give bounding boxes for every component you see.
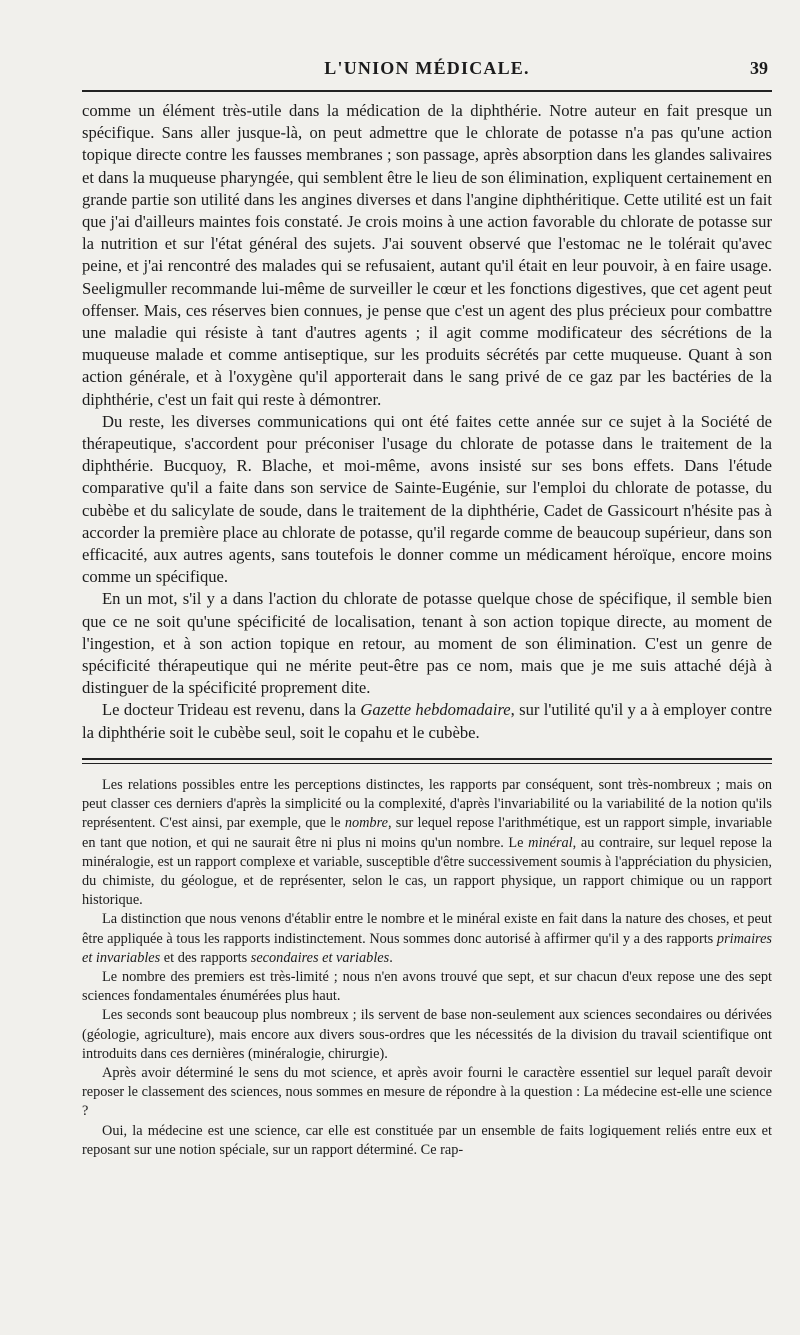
- footnote-2-italic-primaires: primaires et invariables: [82, 930, 772, 966]
- footnote-1-italic-nombre: nombre: [344, 815, 388, 832]
- paragraph-2: Du reste, les diverses communications qui ont été faites cette année sur ce sujet à la Société de thérapeutique, s'accordent pour préconiser l'usage du chlorate de potasse dans le traitement de la diphthérie. Bucquoy, R. Blache, et moi-même, avons insisté sur ses bons effets. Dans l'étude comparative qu'il a faite dans son service de Sainte-Eugénie, sur l'emploi du chlorate de potasse, du cubèbe et du salicylate de soude, dans le traitement de la diphthérie, Cadet de Gassicourt n'hésite pas à accorder la première place au chlorate de potasse, qu'il regarde comme de beaucoup supérieur, dans son efficacité, aux autres agents, sans toutefois le donner comme un médicament héroïque, encore moins comme un spécifique.: [82, 411, 772, 587]
- paragraph-4-start: Le docteur Trideau est revenu, dans la: [102, 700, 361, 720]
- footnote-paragraph-3: Le nombre des premiers est très-limité ; nous n'en avons trouvé que sept, et sur chacun d'eux repose une des sept sciences fondamentales énumérées plus haut.: [82, 968, 772, 1005]
- footnote-1-part-c: , au contraire, sur lequel repose la minéralogie, est un rapport complexe et variable, susceptible d'être successivement soumis à l'appréciation du physicien, du chimiste, du géologue, et de représenter, selon le cas, un rapport physique, un rapport chimique ou un rapport historique.: [82, 834, 772, 909]
- footnote-paragraph-5: Après avoir déterminé le sens du mot science, et après avoir fourni le caractère essentiel sur lequel paraît devoir reposer le classement des sciences, nous sommes en mesure de répondre à la question : La médecine est-elle une science ?: [82, 1064, 772, 1120]
- journal-title: L'UNION MÉDICALE.: [324, 58, 530, 78]
- footnote-1-italic-mineral: minéral: [528, 834, 573, 851]
- running-header: [82, 58, 772, 84]
- footnote-2-part-b: et des rapports: [160, 949, 251, 966]
- footnote-2-part-a: La distinction que nous venons d'établir entre le nombre et le minéral existe en fait dans la nature des choses, et peut être appliquée à tous les rapports indistinctement. Nous sommes donc autorisé à affirmer qu'il y a des rapports: [82, 911, 772, 947]
- paragraph-3: En un mot, s'il y a dans l'action du chlorate de potasse quelque chose de spécifique, il semble bien que ce ne soit qu'une spécificité de localisation, tenant à son action topique directe, au moment de l'ingestion, et à son action topique en retour, au moment de son élimination. C'est un genre de spécificité thérapeutique qui ne mérite peut-être pas ce nom, mais que je me suis attaché déjà à distinguer de la spécificité proprement dite.: [82, 589, 772, 698]
- footnote-1-part-a: Les relations possibles entre les perceptions distinctes, les rapports par conséquent, sont très-nombreux ; mais on peut classer ces derniers d'après la simplicité ou la complexité, d'après l'invariabilité ou la variabilité de la notion qu'ils représentent. C'est ainsi, par exemple, que le: [82, 776, 772, 832]
- paragraph-1: comme un élément très-utile dans la médication de la diphthérie. Notre auteur en fait presque un spécifique. Sans aller jusque-là, on peut admettre que le chlorate de potasse n'a pas qu'une action topique directe contre les fausses membranes ; son passage, après absorption dans les glandes salivaires et dans la muqueuse pharyngée, qui semblent être le lieu de son élimination, expliquent certainement en grande partie son utilité dans les angines diverses et dans l'angine diphthéritique. Cette utilité est un fait que j'ai d'ailleurs maintes fois constaté. Je crois moins à une action favorable du chlorate de potasse sur la nutrition et sur l'état général des sujets. J'ai souvent observé que l'estomac ne le tolérait qu'avec peine, et j'ai rencontré des malades qui se refusaient, autant qu'il était en leur pouvoir, à en faire usage. Seeligmuller recommande lui-même de surveiller le cœur et les fonctions digestives, que cet agent peut offenser. Mais, ces réserves bien connues, je pense que c'est un agent des plus précieux pour combattre une maladie qui résiste à tant d'autres agents ; il agit comme modificateur des sécrétions de la muqueuse malade et comme antiseptique, sur les produits sécrétés par cette muqueuse. Quant à son action générale, et à l'oxygène qu'il apporterait dans le sang privé de ce gaz par les bactéries de la diphthérie, c'est un fait qui reste à démontrer.: [82, 101, 772, 409]
- footnote-paragraph-2: [82, 910, 772, 968]
- header-rule: [82, 90, 772, 92]
- footnote-paragraph-1: [82, 776, 772, 910]
- footnote-1-part-b: , sur lequel repose l'arithmétique, est un rapport simple, invariable en tant que notion, et qui ne saurait être ni plus ni moins qu'un nombre. Le: [82, 815, 772, 851]
- page-number: 39: [750, 58, 768, 78]
- journal-citation: Gazette hebdomadaire: [360, 700, 511, 720]
- footnote-separator: [82, 758, 772, 764]
- footnote-text: [82, 776, 772, 1160]
- paragraph-4: [82, 699, 772, 743]
- main-text: [82, 100, 772, 744]
- footnote-paragraph-4: Les seconds sont beaucoup plus nombreux ; ils servent de base non-seulement aux sciences secondaires ou dérivées (géologie, agriculture), mais encore aux divers sous-ordres que les nécessités de la division du travail scientifique ont introduits dans ces dernières (minéralogie, chirurgie).: [82, 1007, 772, 1062]
- footnote-paragraph-6: Oui, la médecine est une science, car elle est constituée par un ensemble de faits logiquement reliés entre eux et reposant sur une notion spéciale, sur un rapport déterminé. Ce rap-: [82, 1122, 772, 1158]
- footnote-2-part-c: .: [389, 949, 393, 966]
- footnote-2-italic-secondaires: secondaires et variables: [250, 949, 390, 966]
- paragraph-4-end: , sur l'utilité qu'il y a à employer contre la diphthérie soit le cubèbe seul, soit le copahu et le cubèbe.: [82, 700, 772, 742]
